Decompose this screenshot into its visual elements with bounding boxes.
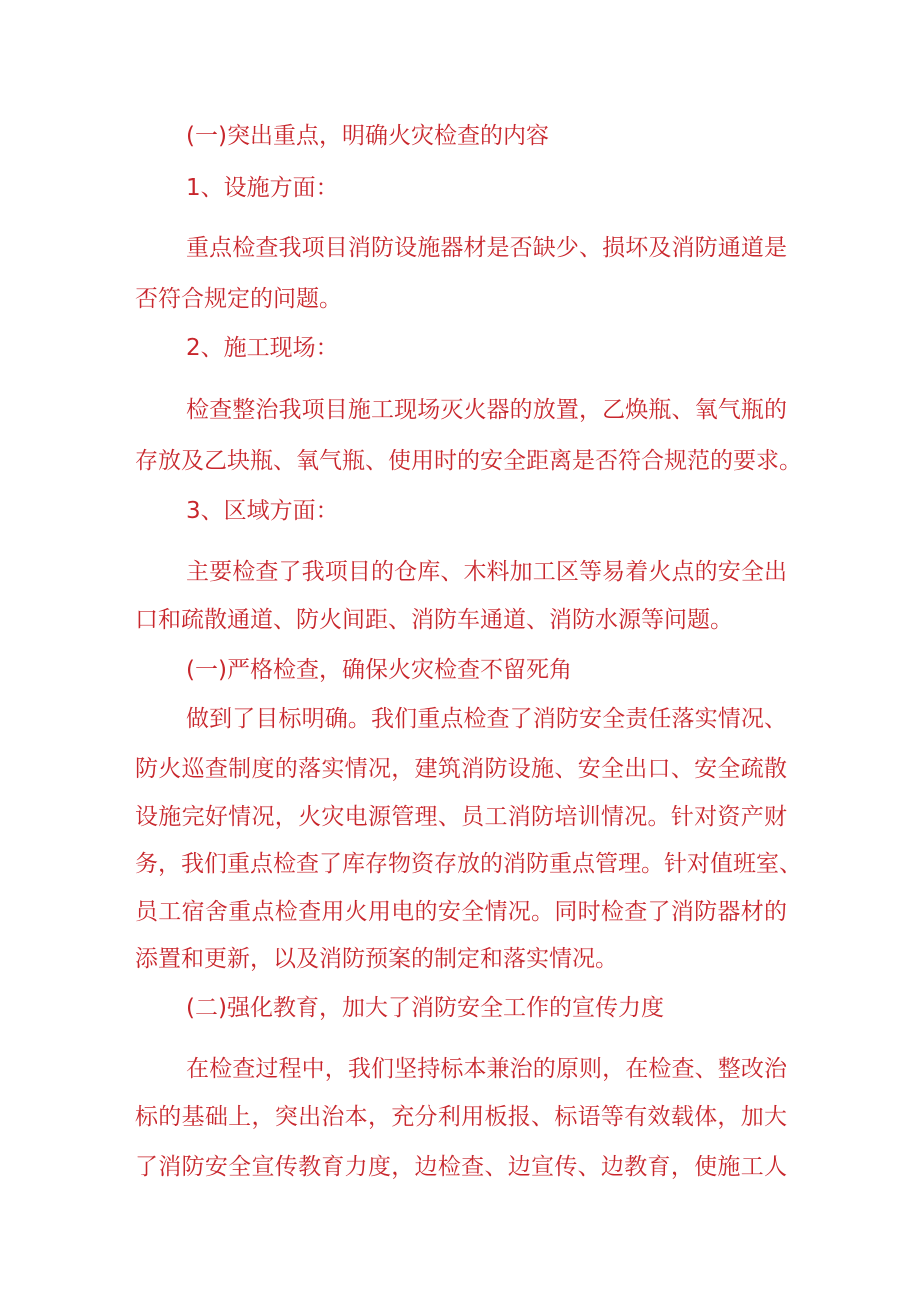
section-heading-strict-inspection: (一)严格检查，确保火灾检查不留死角 [186, 657, 572, 683]
section-heading-focus: (一)突出重点，明确火灾检查的内容 [186, 123, 549, 149]
paragraph-line: 务，我们重点检查了库存物资存放的消防重点管理。针对值班室、 [135, 851, 802, 877]
section-heading-education: (二)强化教育，加大了消防安全工作的宣传力度 [186, 995, 664, 1021]
paragraph-line: 做到了目标明确。我们重点检查了消防安全责任落实情况、 [186, 706, 787, 732]
paragraph-line: 员工宿舍重点检查用火用电的安全情况。同时检查了消防器材的 [135, 899, 787, 925]
paragraph-line: 主要检查了我项目的仓库、木料加工区等易着火点的安全出 [186, 559, 787, 585]
subheading-construction-site: 2、施工现场： [186, 335, 339, 361]
paragraph-line: 检查整治我项目施工现场灭火器的放置，乙焕瓶、氧气瓶的 [186, 397, 787, 423]
paragraph-line: 防火巡查制度的落实情况，建筑消防设施、安全出口、安全疏散 [135, 756, 787, 782]
paragraph-line: 添置和更新，以及消防预案的制定和落实情况。 [135, 946, 618, 972]
paragraph-line: 在检查过程中，我们坚持标本兼治的原则，在检查、整改治 [186, 1056, 787, 1082]
paragraph-line: 设施完好情况，火灾电源管理、员工消防培训情况。针对资产财 [135, 804, 787, 830]
paragraph-line: 否符合规定的问题。 [135, 286, 342, 312]
subheading-area: 3、区域方面： [186, 498, 339, 524]
paragraph-line: 了消防安全宣传教育力度，边检查、边宣传、边教育，使施工人 [135, 1154, 787, 1180]
paragraph-line: 存放及乙块瓶、氧气瓶、使用时的安全距离是否符合规范的要求。 [135, 448, 802, 474]
subheading-facilities: 1、设施方面： [186, 175, 339, 201]
paragraph-line: 口和疏散通道、防火间距、消防车通道、消防水源等问题。 [135, 607, 733, 633]
paragraph-line: 重点检查我项目消防设施器材是否缺少、损坏及消防通道是 [186, 235, 787, 261]
paragraph-line: 标的基础上，突出治本，充分利用板报、标语等有效载体，加大 [135, 1104, 787, 1130]
